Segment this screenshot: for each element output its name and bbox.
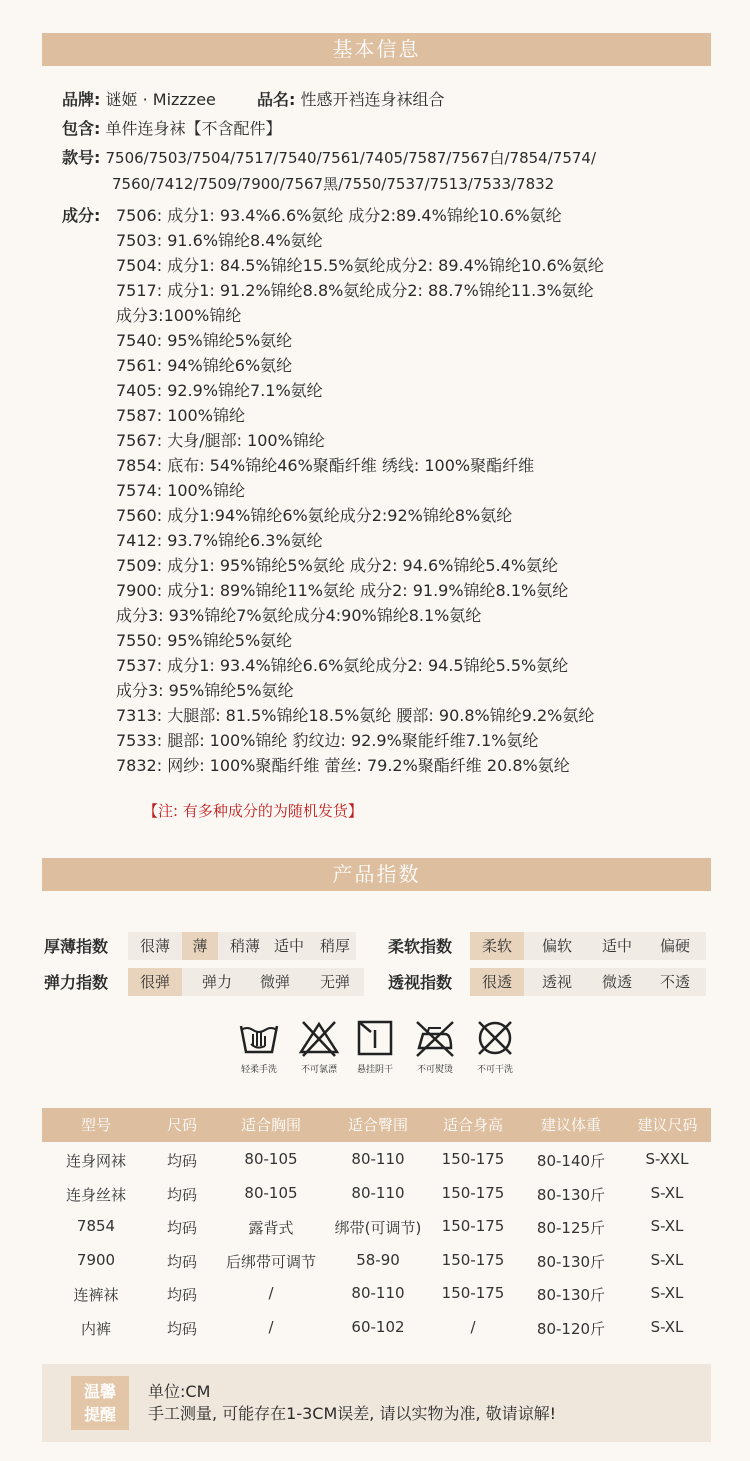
composition-line: 7405: 92.9%锦纶7.1%氨纶 [116, 381, 323, 400]
product-name-label: 品名: [257, 90, 296, 109]
tip-badge-line1: 温馨 [83, 1382, 116, 1401]
style-label: 款号: [62, 148, 101, 167]
elastic-label: 弹力指数 [44, 973, 109, 992]
table-cell: 露背式 [248, 1219, 294, 1237]
composition-line: 成分3:100%锦纶 [116, 306, 242, 325]
composition-line: 7550: 95%锦纶5%氨纶 [116, 631, 293, 650]
table-cell: 连裤袜 [73, 1286, 119, 1304]
hand-wash-icon [237, 1018, 281, 1058]
table-cell: S-XL [650, 1284, 684, 1302]
table-cell: 80-140斤 [536, 1152, 606, 1170]
sheer-label: 透视指数 [388, 973, 453, 992]
no-iron-icon [413, 1018, 457, 1058]
tip-badge-line2: 提醒 [83, 1405, 116, 1424]
composition-note: 【注: 有多种成分的为随机发货】 [143, 802, 363, 820]
composition-line: 7854: 底布: 54%锦纶46%聚酯纤维 绣线: 100%聚酯纤维 [116, 456, 535, 475]
table-cell: 80-130斤 [536, 1252, 606, 1271]
table-cell: 后绑带可调节 [225, 1252, 316, 1271]
composition-line: 7537: 成分1: 93.4%锦纶6.6%氨纶成分2: 94.5锦纶5.5%氨纶 [116, 656, 569, 675]
softness-option: 适中 [601, 937, 632, 955]
table-cell: / [470, 1317, 476, 1336]
table-cell: S-XL [650, 1250, 684, 1269]
care-label: 悬挂阴干 [356, 1065, 393, 1075]
brand-label: 品牌: [62, 90, 101, 109]
table-cell: 绑带(可调节) [334, 1219, 422, 1237]
table-cell: 均码 [166, 1185, 197, 1204]
header-model: 型号 [80, 1116, 111, 1134]
table-cell: 连身丝袜 [65, 1185, 126, 1204]
table-cell: 均码 [166, 1252, 197, 1271]
composition-label: 成分: [62, 206, 101, 225]
table-cell: 150-175 [441, 1217, 505, 1235]
softness-option: 偏硬 [659, 937, 690, 955]
thickness-option-selected: 薄 [182, 932, 218, 960]
style-row [62, 146, 596, 170]
contains-row [62, 117, 282, 141]
thickness-option: 适中 [273, 937, 304, 955]
elastic-option: 弹力 [201, 973, 232, 991]
contains-label: 包含: [62, 119, 101, 138]
composition-line: 7560: 成分1:94%锦纶6%氨纶成分2:92%锦纶8%氨纶 [116, 506, 513, 525]
table-cell: S-XL [650, 1217, 684, 1235]
no-dry-clean-icon [473, 1018, 517, 1058]
composition-line: 7517: 成分1: 91.2%锦纶8.8%氨纶成分2: 88.7%锦纶11.3%氨纶 [116, 281, 594, 300]
composition-line: 7504: 成分1: 84.5%锦纶15.5%氨纶成分2: 89.4%锦纶10.6%氨纶 [116, 256, 604, 275]
contains-value: 单件连身袜【不含配件】 [105, 119, 282, 138]
table-cell: S-XL [650, 1183, 684, 1202]
composition-line: 成分3: 95%锦纶5%氨纶 [116, 681, 294, 700]
table-cell: 均码 [166, 1319, 197, 1338]
product-index-banner: 产品指数 [42, 858, 711, 891]
softness-label: 柔软指数 [388, 937, 453, 956]
table-cell: 7854 [76, 1217, 116, 1235]
thickness-option: 稍薄 [229, 937, 260, 955]
no-bleach-care [294, 1018, 344, 1075]
sheer-option: 不透 [659, 973, 690, 991]
table-cell: 80-130斤 [536, 1185, 606, 1204]
product-name-value: 性感开裆连身袜组合 [300, 90, 445, 109]
table-cell: 80-105 [244, 1183, 298, 1202]
table-cell: 150-175 [441, 1250, 505, 1269]
header-bust: 适合胸围 [240, 1116, 301, 1134]
tip-text: 手工测量, 可能存在1-3CM误差, 请以实物为准, 敬请谅解! [148, 1404, 557, 1423]
no-bleach-icon [297, 1018, 341, 1058]
table-cell: 150-175 [441, 1284, 505, 1302]
size-table-header [42, 1108, 711, 1142]
care-label: 不可氯漂 [300, 1065, 337, 1075]
table-cell: 均码 [166, 1152, 197, 1170]
table-cell: 150-175 [441, 1150, 505, 1168]
table-cell: 58-90 [356, 1250, 400, 1269]
table-cell: 150-175 [441, 1183, 505, 1202]
table-cell: 60-102 [351, 1317, 405, 1336]
composition-line: 7567: 大身/腿部: 100%锦纶 [116, 431, 325, 450]
table-cell: 均码 [166, 1219, 197, 1237]
table-cell: 80-105 [244, 1150, 298, 1168]
thickness-option: 稍厚 [319, 937, 350, 955]
table-cell: / [268, 1317, 274, 1336]
composition-line: 7412: 93.7%锦纶6.3%氨纶 [116, 531, 323, 550]
table-cell: S-XL [650, 1317, 684, 1336]
hang-dry-icon [353, 1018, 397, 1058]
no-dry-clean-care [470, 1018, 520, 1075]
composition-line: 7561: 94%锦纶6%氨纶 [116, 356, 293, 375]
sheer-option: 透视 [541, 973, 572, 991]
composition-line: 7506: 成分1: 93.4%6.6%氨纶 成分2:89.4%锦纶10.6%氨纶 [116, 206, 562, 225]
composition-line: 7900: 成分1: 89%锦纶11%氨纶 成分2: 91.9%锦纶8.1%氨纶 [116, 581, 569, 600]
tip-unit: 单位:CM [148, 1382, 211, 1401]
elastic-option-selected: 很弹 [128, 968, 182, 996]
hand-wash-care [234, 1018, 284, 1075]
header-recommended-size: 建议尺码 [637, 1116, 698, 1134]
table-cell: 80-110 [351, 1150, 405, 1168]
composition-line: 7503: 91.6%锦纶8.4%氨纶 [116, 231, 323, 250]
table-cell: S-XXL [645, 1150, 689, 1168]
table-cell: 80-110 [351, 1284, 405, 1302]
composition-line: 7587: 100%锦纶 [116, 406, 245, 425]
header-weight: 建议体重 [540, 1116, 601, 1134]
care-label: 不可熨烫 [416, 1065, 453, 1075]
care-label: 不可干洗 [476, 1065, 513, 1075]
softness-option-selected: 柔软 [470, 932, 524, 960]
table-cell: 80-120斤 [536, 1319, 606, 1338]
brand-row [62, 88, 445, 112]
table-cell: 连身网袜 [65, 1152, 126, 1170]
composition-line: 7533: 腿部: 100%锦纶 豹纹边: 92.9%聚能纤维7.1%氨纶 [116, 731, 539, 750]
table-cell: 80-125斤 [536, 1219, 606, 1237]
composition-line: 成分3: 93%锦纶7%氨纶成分4:90%锦纶8.1%氨纶 [116, 606, 482, 625]
brand-value: 谜姬 · Mizzzee [105, 90, 216, 109]
table-cell: 7900 [76, 1250, 116, 1269]
tip-badge [71, 1376, 129, 1430]
composition-line: 7574: 100%锦纶 [116, 481, 245, 500]
header-hip: 适合臀围 [347, 1116, 408, 1134]
elastic-option: 微弹 [259, 973, 290, 991]
style-row-2 [112, 172, 554, 196]
care-label: 轻柔手洗 [240, 1065, 277, 1075]
composition-line: 7832: 网纱: 100%聚酯纤维 蕾丝: 79.2%聚酯纤维 20.8%氨纶 [116, 756, 570, 775]
table-cell: 均码 [166, 1286, 197, 1304]
tip-box [42, 1364, 711, 1442]
hang-dry-care [350, 1018, 400, 1075]
basic-info-banner: 基本信息 [42, 33, 711, 66]
thickness-option: 很薄 [139, 937, 170, 955]
header-height: 适合身高 [442, 1116, 503, 1134]
style-line-2: 7560/7412/7509/7900/7567黑/7550/7537/7513/7533/7832 [112, 175, 555, 193]
table-cell: 80-130斤 [536, 1286, 606, 1304]
softness-option: 偏软 [541, 937, 572, 955]
composition-line: 7540: 95%锦纶5%氨纶 [116, 331, 293, 350]
sheer-option-selected: 很透 [470, 968, 524, 996]
sheer-option: 微透 [601, 973, 632, 991]
table-cell: 内裤 [80, 1319, 111, 1338]
elastic-option: 无弹 [319, 973, 350, 991]
header-size: 尺码 [166, 1116, 197, 1134]
table-cell: / [268, 1284, 274, 1302]
no-iron-care [410, 1018, 460, 1075]
thickness-label: 厚薄指数 [44, 937, 109, 956]
table-cell: 80-110 [351, 1183, 405, 1202]
composition-line: 7313: 大腿部: 81.5%锦纶18.5%氨纶 腰部: 90.8%锦纶9.2%氨纶 [116, 706, 595, 725]
style-line-1: 7506/7503/7504/7517/7540/7561/7405/7587/7567白/7854/7574/ [105, 149, 597, 167]
composition-line: 7509: 成分1: 95%锦纶5%氨纶 成分2: 94.6%锦纶5.4%氨纶 [116, 556, 559, 575]
